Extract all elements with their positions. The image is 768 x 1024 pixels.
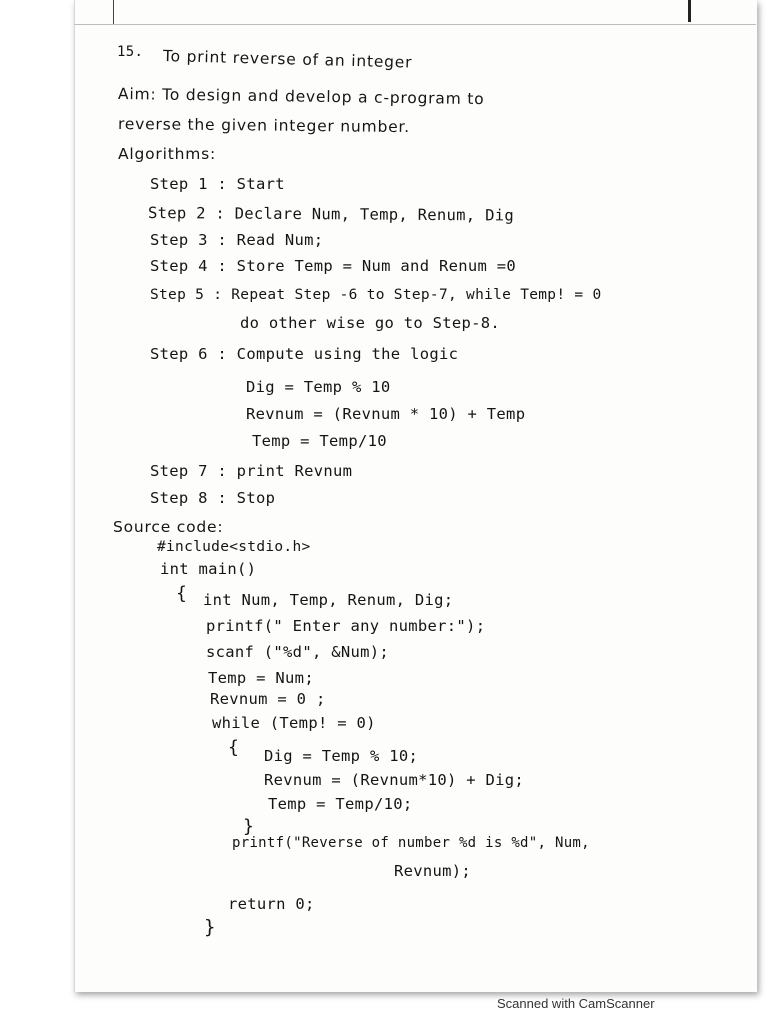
code-line: Revnum = (Revnum*10) + Dig; [264, 771, 525, 789]
source-code-heading: Source code: [113, 518, 224, 536]
code-line: printf("Reverse of number %d is %d", Num, [232, 835, 590, 851]
code-line: while (Temp! = 0) [212, 714, 376, 732]
code-line: Revnum); [394, 862, 472, 880]
code-line: Dig = Temp % 10; [264, 747, 419, 765]
aim-line-1: Aim: To design and develop a c-program to [117, 85, 485, 109]
algorithm-step: Step 6 : Compute using the logic [150, 345, 459, 363]
code-line: int Num, Temp, Renum, Dig; [203, 591, 454, 609]
code-line: } [204, 916, 216, 938]
code-line: return 0; [228, 895, 315, 913]
code-line: #include<stdio.h> [157, 539, 311, 555]
edge-mark [688, 0, 691, 22]
algorithm-logic-line: Dig = Temp % 10 [246, 378, 391, 396]
code-line: printf(" Enter any number:"); [206, 617, 486, 635]
algorithm-step: Step 2 : Declare Num, Temp, Renum, Dig [147, 204, 515, 225]
algorithm-step: Step 3 : Read Num; [150, 231, 324, 249]
aim-line-2: reverse the given integer number. [117, 115, 411, 137]
algorithm-step: Step 4 : Store Temp = Num and Renum =0 [150, 257, 517, 275]
algorithm-step: Step 5 : Repeat Step -6 to Step-7, while Temp! = 0 [150, 287, 602, 303]
algorithm-step: Step 8 : Stop [150, 489, 276, 507]
camscanner-watermark: Scanned with CamScanner [497, 996, 655, 1011]
algorithm-step-continuation: do other wise go to Step-8. [240, 314, 501, 332]
code-line: } [243, 816, 255, 837]
code-line: Temp = Num; [208, 669, 314, 687]
algorithm-logic-line: Temp = Temp/10 [252, 432, 387, 450]
algorithm-step: Step 1 : Start [150, 175, 285, 193]
margin-line [113, 0, 114, 24]
code-line: Temp = Temp/10; [268, 795, 413, 813]
algorithm-step: Step 7 : print Revnum [150, 462, 353, 480]
question-number: 15. [117, 44, 144, 60]
algorithms-heading: Algorithms: [118, 145, 217, 163]
code-line: { [176, 583, 188, 604]
question-title: To print reverse of an integer [162, 47, 413, 72]
code-line: scanf ("%d", &Num); [206, 643, 390, 661]
code-line: int main() [160, 560, 257, 578]
algorithm-logic-line: Revnum = (Revnum * 10) + Temp [246, 405, 526, 423]
code-line: Revnum = 0 ; [210, 690, 326, 708]
top-rule-line [74, 24, 756, 25]
code-line: { [228, 737, 240, 758]
